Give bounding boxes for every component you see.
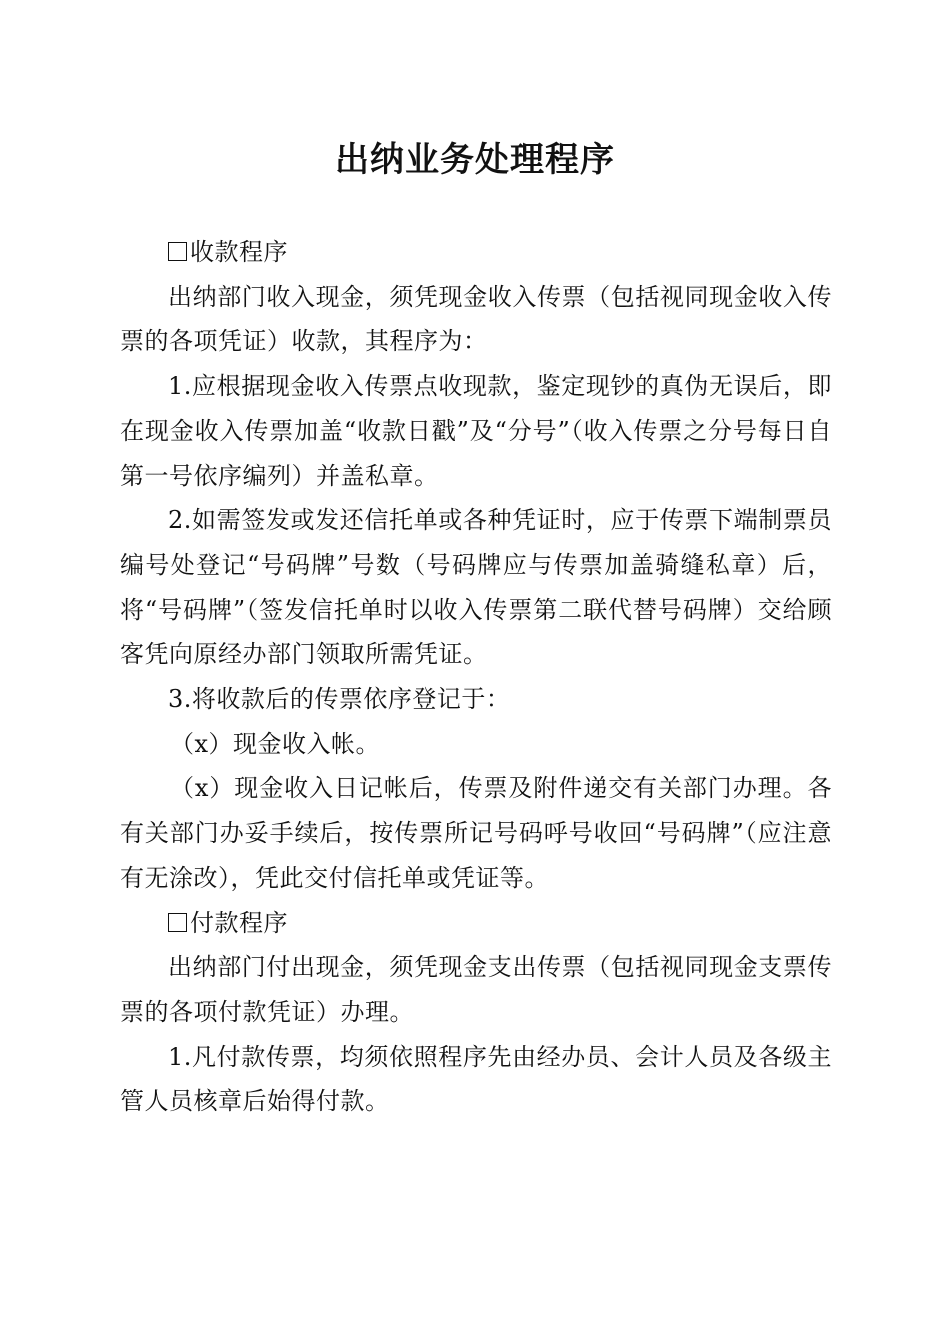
section-heading-text: 收款程序 — [190, 238, 288, 266]
document-title: 出纳业务处理程序 — [335, 140, 615, 180]
payment-intro-paragraph: 出纳部门付出现金，须凭现金支出传票（包括视同现金支票传票的各项付款凭证）办理。 — [120, 953, 832, 1026]
collection-sub-item-1: （x）现金收入帐。 — [170, 729, 381, 758]
collection-step-3: 3.将收款后的传票依序登记于： — [168, 685, 511, 714]
document-body — [120, 230, 832, 1124]
section-heading-payment — [120, 901, 832, 946]
collection-step-2: 2.如需签发或发还信托单或各种凭证时，应于传票下端制票员编号处登记“号码牌”号数（号码牌应与传票加盖骑缝私章）后，将“号码牌”（签发信托单时以收入传票第二联代替号码牌）交给顾客凭向原经办部门领取所需凭证。 — [120, 506, 832, 669]
section-heading-collection — [120, 230, 832, 275]
section-heading-text: 付款程序 — [190, 908, 288, 937]
payment-step-1: 1.凡付款传票，均须依照程序先由经办员、会计人员及各级主管人员核章后始得付款。 — [120, 1042, 832, 1116]
checkbox-square-icon — [168, 913, 187, 932]
collection-step-1: 1.应根据现金收入传票点收现款，鉴定现钞的真伪无误后，即在现金收入传票加盖“收款日戳”及“分号”（收入传票之分号每日自第一号依序编列）并盖私章。 — [120, 372, 832, 490]
collection-sub-item-2: （x）现金收入日记帐后，传票及附件递交有关部门办理。各有关部门办妥手续后，按传票所记号码呼号收回“号码牌”（应注意有无涂改），凭此交付信托单或凭证等。 — [120, 774, 832, 892]
checkbox-square-icon — [168, 242, 187, 261]
collection-intro-paragraph: 出纳部门收入现金，须凭现金收入传票（包括视同现金收入传票的各项凭证）收款，其程序为： — [120, 282, 832, 356]
